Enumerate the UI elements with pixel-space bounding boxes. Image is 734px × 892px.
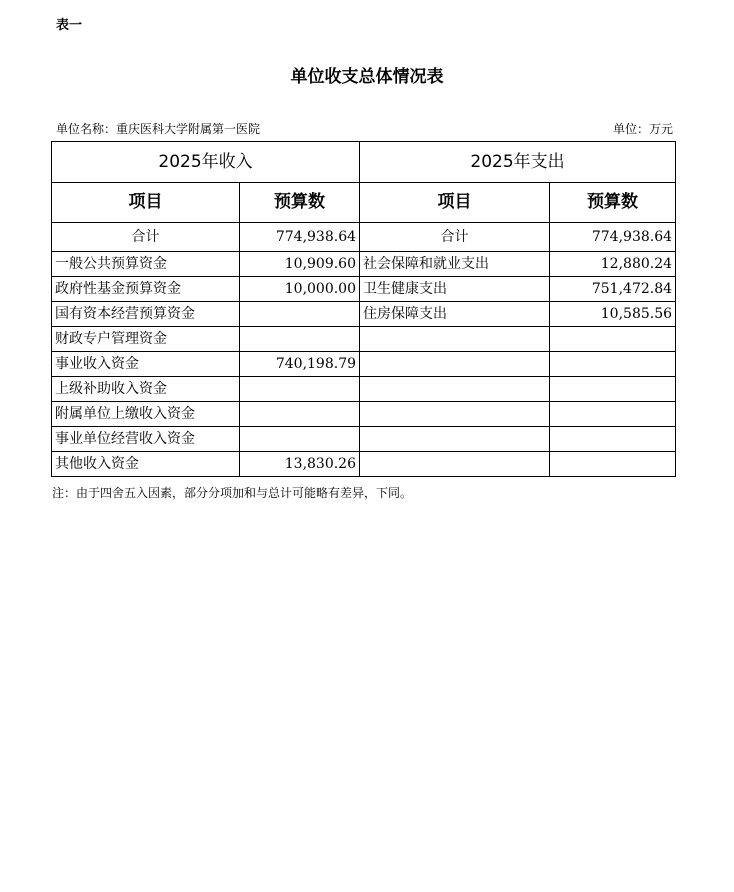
expense-value-cell: 10,585.56 [550,302,676,327]
income-total-value: 774,938.64 [240,223,360,252]
expense-item-cell: 住房保障支出 [360,302,550,327]
budget-table [51,141,676,477]
footnote: 注：由于四舍五入因素，部分分项加和与总计可能略有差异，下同。 [52,486,413,500]
expense-total-value: 774,938.64 [550,223,676,252]
expense-item-cell: 卫生健康支出 [360,277,550,302]
income-value-cell [240,377,360,402]
income-header: 2025年收入 [52,142,360,183]
income-value-cell: 10,909.60 [240,252,360,277]
income-item-cell: 财政专户管理资金 [52,327,240,352]
expense-value-cell: 12,880.24 [550,252,676,277]
expense-value-cell [550,452,676,477]
expense-item-cell [360,327,550,352]
unit-name: 单位名称：重庆医科大学附属第一医院 [56,122,261,136]
expense-value-cell [550,427,676,452]
table-row [52,277,676,302]
expense-value-cell [550,327,676,352]
table-row [52,452,676,477]
expense-item-cell [360,402,550,427]
table-label: 表一 [56,18,83,33]
table-row [52,402,676,427]
year-header-row [52,142,676,183]
income-total-label: 合计 [52,223,240,252]
expense-item-cell: 社会保障和就业支出 [360,252,550,277]
income-item-cell: 附属单位上缴收入资金 [52,402,240,427]
column-header-row [52,183,676,223]
expense-item-cell [360,352,550,377]
income-value-cell: 13,830.26 [240,452,360,477]
total-row [52,223,676,252]
expense-item-cell [360,427,550,452]
income-item-cell: 上级补助收入资金 [52,377,240,402]
page-title: 单位收支总体情况表 [290,67,444,87]
income-value-cell [240,302,360,327]
expense-value-cell [550,377,676,402]
income-item-header: 项目 [52,183,240,223]
income-budget-header: 预算数 [240,183,360,223]
income-item-cell: 一般公共预算资金 [52,252,240,277]
expense-budget-header: 预算数 [550,183,676,223]
income-value-cell [240,402,360,427]
expense-value-cell [550,352,676,377]
expense-item-cell [360,452,550,477]
income-item-cell: 国有资本经营预算资金 [52,302,240,327]
table-row [52,377,676,402]
income-item-cell: 事业收入资金 [52,352,240,377]
table-row [52,427,676,452]
unit-measure: 单位：万元 [612,122,673,136]
income-value-cell [240,327,360,352]
income-item-cell: 政府性基金预算资金 [52,277,240,302]
expense-value-cell [550,402,676,427]
expense-value-cell: 751,472.84 [550,277,676,302]
expense-item-header: 项目 [360,183,550,223]
table-row [52,352,676,377]
income-item-cell: 事业单位经营收入资金 [52,427,240,452]
income-value-cell: 740,198.79 [240,352,360,377]
income-value-cell: 10,000.00 [240,277,360,302]
expense-total-label: 合计 [360,223,550,252]
income-value-cell [240,427,360,452]
expense-header: 2025年支出 [360,142,676,183]
table-row [52,302,676,327]
table-row [52,327,676,352]
expense-item-cell [360,377,550,402]
table-row [52,252,676,277]
income-item-cell: 其他收入资金 [52,452,240,477]
